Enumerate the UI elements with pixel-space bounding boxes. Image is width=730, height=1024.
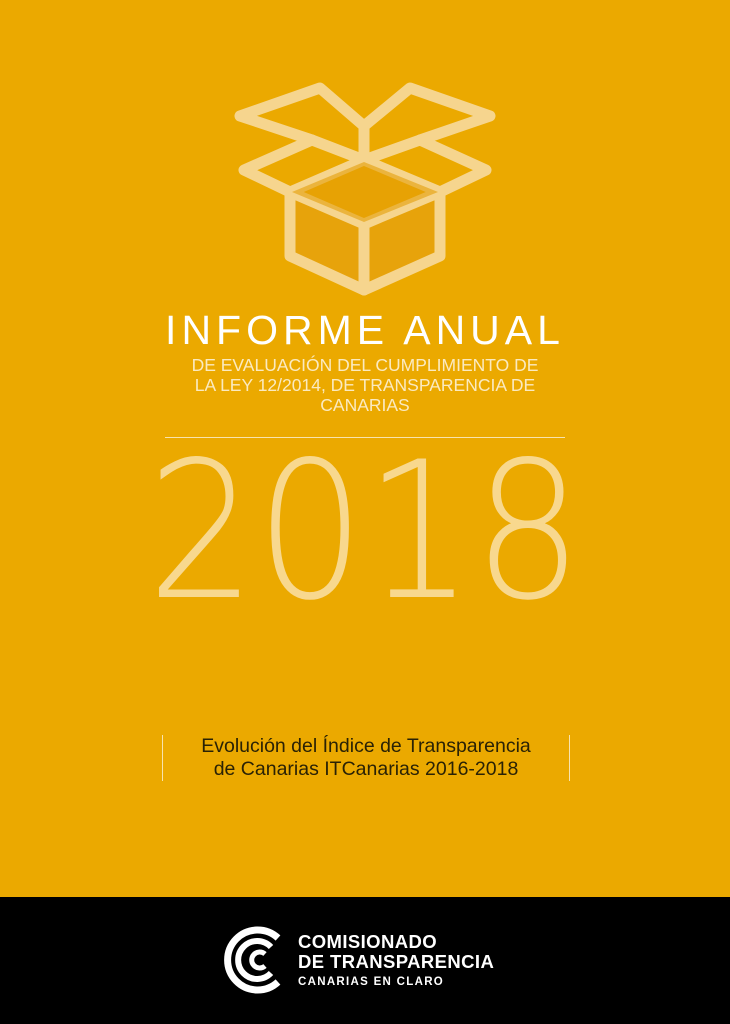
subtitle-line: DE EVALUACIÓN DEL CUMPLIMIENTO DE [191,355,539,375]
org-tagline: CANARIAS EN CLARO [298,976,445,988]
document-subtitle [162,735,570,781]
subtitle-line: LA LEY 12/2014, DE TRANSPARENCIA DE [194,375,536,395]
report-title: INFORME ANUAL [165,307,565,353]
document-subtitle-line: Evolución del Índice de Transparencia [201,735,531,757]
report-year [0,421,730,642]
subtitle-line: CANARIAS [320,395,410,415]
year-text: 2018 [147,421,583,642]
org-name-line2: DE TRANSPARENCIA [298,951,495,972]
report-subtitle [160,355,570,415]
open-box-icon [226,78,504,296]
concentric-c-logo-icon [222,924,288,996]
org-name-line1: COMISIONADO [298,931,438,952]
document-subtitle-line: de Canarias ITCanarias 2016-2018 [213,758,519,780]
